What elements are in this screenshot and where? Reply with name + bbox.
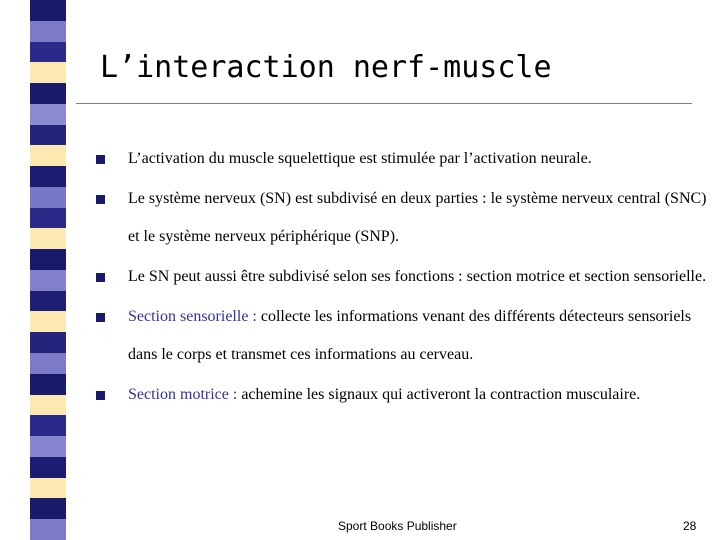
- bullet-text: collecte les informations venant des différents détecteurs sensoriels dans le corps et transmet ces informations au cerveau.: [128, 308, 692, 363]
- stripe-block: [30, 104, 66, 125]
- bullet-text: Le SN peut aussi être subdivisé selon ses fonctions : section motrice et section sensorielle.: [128, 268, 707, 285]
- bullet-item: [96, 298, 710, 374]
- bullet-text: L’activation du muscle squelettique est stimulée par l’activation neurale.: [128, 150, 592, 167]
- stripe-block: [30, 311, 66, 332]
- stripe-block: [30, 42, 66, 63]
- square-bullet-icon: [96, 391, 105, 400]
- stripe-block: [30, 187, 66, 208]
- bullet-item: [96, 376, 710, 414]
- stripe-block: [30, 125, 66, 146]
- bullet-text: Le système nerveux (SN) est subdivisé en deux parties : le système nerveux central (SNC) et le système nerveux périphérique (SNP).: [128, 190, 707, 245]
- footer-source: Sport Books Publisher: [338, 519, 457, 533]
- square-bullet-icon: [96, 195, 105, 204]
- decorative-stripe-bar: [30, 0, 66, 540]
- bullet-list: [96, 140, 710, 416]
- stripe-block: [30, 519, 66, 540]
- stripe-block: [30, 353, 66, 374]
- square-bullet-icon: [96, 273, 105, 282]
- stripe-block: [30, 166, 66, 187]
- stripe-block: [30, 83, 66, 104]
- stripe-block: [30, 457, 66, 478]
- bullet-text: achemine les signaux qui activeront la contraction musculaire.: [237, 386, 641, 403]
- stripe-block: [30, 0, 66, 21]
- stripe-block: [30, 395, 66, 416]
- stripe-block: [30, 249, 66, 270]
- stripe-block: [30, 208, 66, 229]
- stripe-block: [30, 62, 66, 83]
- bullet-label: Section sensorielle :: [128, 308, 257, 325]
- page-number: 28: [683, 519, 697, 533]
- stripe-block: [30, 291, 66, 312]
- square-bullet-icon: [96, 313, 105, 322]
- stripe-block: [30, 478, 66, 499]
- stripe-block: [30, 436, 66, 457]
- stripe-block: [30, 498, 66, 519]
- stripe-block: [30, 228, 66, 249]
- bullet-item: [96, 258, 710, 296]
- bullet-item: [96, 140, 710, 178]
- bullet-item: [96, 180, 710, 256]
- stripe-block: [30, 415, 66, 436]
- stripe-block: [30, 145, 66, 166]
- square-bullet-icon: [96, 155, 105, 164]
- stripe-block: [30, 270, 66, 291]
- stripe-block: [30, 332, 66, 353]
- title-divider: [76, 103, 692, 104]
- slide-title: L’interaction nerf-muscle: [100, 50, 552, 85]
- stripe-block: [30, 374, 66, 395]
- stripe-block: [30, 21, 66, 42]
- bullet-label: Section motrice :: [128, 386, 238, 403]
